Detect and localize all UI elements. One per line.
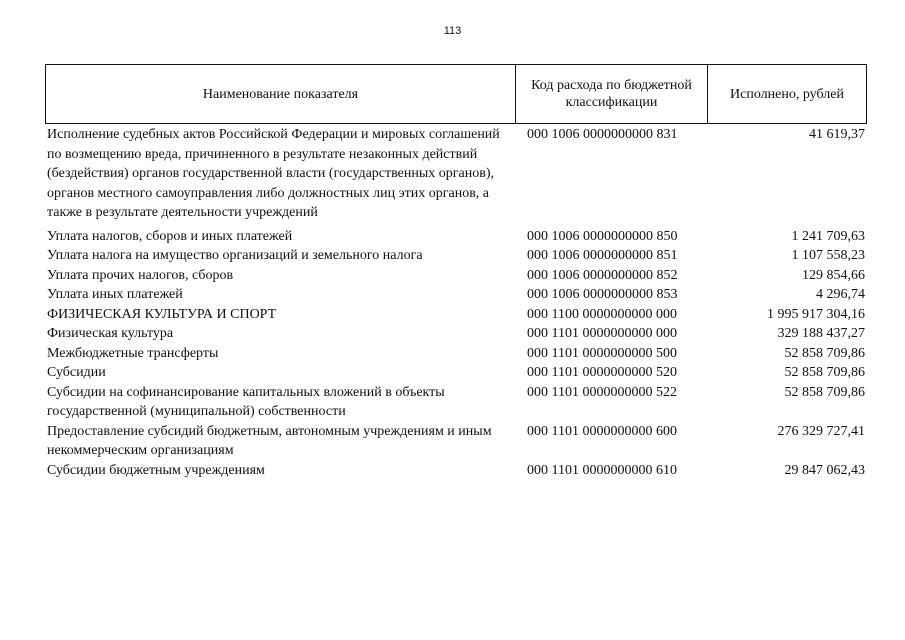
budget-table bbox=[45, 64, 867, 480]
row-amount: 1 241 709,63 bbox=[791, 228, 865, 244]
row-name: Исполнение судебных актов Российской Федерации и мировых соглашений по возмещению вреда, причиненного в результате незаконных действий (бездействия) органов государственной власти (государственных органов), органов местного самоуправления либо должностных лиц этих органов, а также в результате деятельности учреждений bbox=[47, 127, 500, 220]
row-code: 000 1006 0000000000 853 bbox=[527, 287, 678, 302]
row-amount: 1 995 917 304,16 bbox=[767, 306, 865, 322]
table-row bbox=[45, 461, 867, 481]
header-code: Код расхода по бюджетной классификации bbox=[516, 65, 708, 123]
row-code: 000 1006 0000000000 831 bbox=[527, 127, 678, 142]
row-name: ФИЗИЧЕСКАЯ КУЛЬТУРА И СПОРТ bbox=[47, 306, 277, 322]
header-amount: Исполнено, рублей bbox=[730, 86, 844, 102]
row-code: 000 1101 0000000000 500 bbox=[527, 345, 677, 361]
row-name: Уплата налогов, сборов и иных платежей bbox=[47, 228, 293, 244]
row-code: 000 1006 0000000000 852 bbox=[527, 267, 678, 283]
row-amount: 129 854,66 bbox=[802, 267, 865, 283]
table-row bbox=[45, 305, 867, 325]
table-row bbox=[45, 363, 867, 383]
row-name: Межбюджетные трансферты bbox=[47, 345, 219, 361]
table-row bbox=[45, 324, 867, 344]
row-code: 000 1100 0000000000 000 bbox=[527, 306, 677, 322]
page-number: 113 bbox=[443, 25, 462, 37]
row-name: Субсидии бюджетным учреждениям bbox=[47, 462, 265, 478]
table-row bbox=[45, 125, 867, 223]
table-header bbox=[45, 64, 867, 124]
row-amount: 52 858 709,86 bbox=[784, 345, 865, 361]
row-code: 000 1101 0000000000 600 bbox=[527, 423, 677, 439]
table-row bbox=[45, 266, 867, 286]
row-name: Физическая культура bbox=[47, 326, 174, 341]
table-row bbox=[45, 227, 867, 247]
row-code: 000 1101 0000000000 520 bbox=[527, 365, 677, 380]
header-name: Наименование показателя bbox=[46, 65, 516, 123]
row-amount: 29 847 062,43 bbox=[784, 462, 865, 478]
table-row bbox=[45, 285, 867, 305]
row-code: 000 1101 0000000000 522 bbox=[527, 384, 677, 400]
table-body bbox=[45, 124, 867, 480]
row-name: Субсидии на софинансирование капитальных вложений в объекты государственной (муниципальной) собственности bbox=[47, 384, 445, 419]
table-row bbox=[45, 383, 867, 422]
row-amount: 329 188 437,27 bbox=[777, 326, 865, 341]
table-row bbox=[45, 246, 867, 266]
row-amount: 276 329 727,41 bbox=[777, 423, 865, 439]
row-amount: 1 107 558,23 bbox=[791, 248, 865, 263]
row-name: Субсидии bbox=[47, 365, 106, 380]
row-code: 000 1006 0000000000 851 bbox=[527, 248, 678, 263]
row-amount: 52 858 709,86 bbox=[784, 384, 865, 400]
row-name: Уплата налога на имущество организаций и земельного налога bbox=[47, 248, 423, 263]
row-amount: 4 296,74 bbox=[816, 287, 865, 302]
row-code: 000 1101 0000000000 000 bbox=[527, 326, 677, 341]
row-name: Предоставление субсидий бюджетным, автономным учреждениям и иным некоммерческим организациям bbox=[47, 423, 492, 458]
row-code: 000 1006 0000000000 850 bbox=[527, 228, 678, 244]
row-amount: 52 858 709,86 bbox=[784, 365, 865, 380]
row-amount: 41 619,37 bbox=[809, 127, 865, 142]
table-row bbox=[45, 344, 867, 364]
row-code: 000 1101 0000000000 610 bbox=[527, 462, 677, 478]
table-row bbox=[45, 422, 867, 461]
row-name: Уплата иных платежей bbox=[47, 287, 183, 302]
row-name: Уплата прочих налогов, сборов bbox=[47, 267, 234, 283]
